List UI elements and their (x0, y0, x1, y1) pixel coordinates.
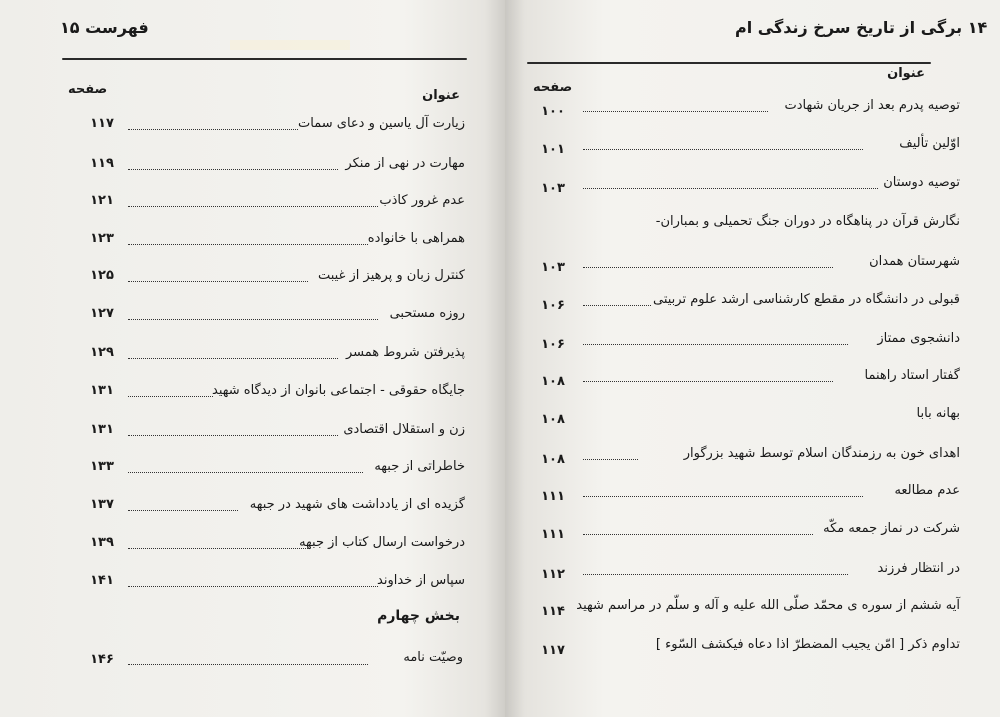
toc-entry-title: سپاس از خداوند (377, 573, 465, 588)
leader-dots (128, 664, 368, 665)
leader-dots (128, 396, 213, 397)
leader-dots (128, 586, 378, 587)
column-page-heading: صفحه (533, 80, 573, 95)
toc-entry-page: ۱۴۶ (90, 652, 114, 667)
toc-entry-page: ۱۱۹ (90, 156, 114, 171)
toc-entry-title: شرکت در نماز جمعه مکّه (823, 521, 960, 536)
toc-entry-page: ۱۰۰ (541, 104, 565, 119)
toc-entry-title: آیه ششم از سوره ی محمّد صلّی الله علیه و آله و سلّم در مراسم شهید (576, 598, 960, 613)
toc-entry-page: ۱۲۹ (90, 345, 114, 360)
toc-entry-page: ۱۰۸ (541, 374, 565, 389)
toc-entry-page: ۱۳۷ (90, 497, 114, 512)
toc-entry-title: اوّلین تألیف (899, 136, 960, 151)
toc-entry-title: نگارش قرآن در پناهگاه در دوران جنگ تحمیلی و بمباران- (655, 214, 960, 229)
toc-entry-page: ۱۳۳ (90, 459, 114, 474)
toc-entry-page: ۱۳۹ (90, 535, 114, 550)
leader-dots (583, 381, 833, 382)
toc-entry-title: اهدای خون به رزمندگان اسلام توسط شهید بزرگوار (683, 446, 960, 461)
toc-entry-title: گفتار استاد راهنما (864, 368, 960, 383)
toc-entry-page: ۱۱۲ (541, 567, 565, 582)
toc-entry-page: ۱۲۳ (90, 231, 114, 246)
leader-dots (128, 548, 308, 549)
leader-dots (583, 534, 813, 535)
column-page-heading: صفحه (68, 82, 108, 97)
toc-entry-title: همراهی با خانواده (367, 231, 465, 246)
toc-entry-page: ۱۳۱ (90, 422, 114, 437)
toc-entry-title: توصیه دوستان (883, 175, 960, 190)
toc-entry-page: ۱۱۴ (541, 604, 565, 619)
toc-entry-title: دانشجوی ممتاز (877, 331, 960, 346)
toc-entry-page: ۱۰۳ (541, 181, 565, 196)
toc-entry-title: زیارت آل یاسین و دعای سمات (298, 116, 465, 131)
header-rule (62, 58, 467, 60)
toc-entry-title: زن و استقلال اقتصادی (343, 422, 465, 437)
toc-entry-page: ۱۲۷ (90, 306, 114, 321)
toc-entry-page: ۱۱۱ (541, 489, 565, 504)
toc-entry-title: جایگاه حقوقی - اجتماعی بانوان از دیدگاه شهید (212, 383, 465, 398)
leader-dots (128, 435, 338, 436)
column-title-heading: عنوان (887, 66, 925, 81)
leader-dots (128, 244, 368, 245)
toc-entry-page: ۱۱۷ (90, 116, 114, 131)
toc-entry-title: مهارت در نهی از منکر (345, 156, 465, 171)
leader-dots (583, 267, 833, 268)
toc-entry-title: عدم غرور کاذب (379, 193, 465, 208)
leader-dots (583, 459, 638, 460)
toc-entry-title: پذیرفتن شروط همسر (345, 345, 465, 360)
toc-entry-title: درخواست ارسال کتاب از جبهه (299, 535, 465, 550)
toc-entry-title: روزه مستحبی (389, 306, 465, 321)
toc-entry-page: ۱۰۱ (541, 142, 565, 157)
toc-entry-title: توصیه پدرم بعد از جریان شهادت (784, 98, 960, 113)
toc-entry-page: ۱۲۵ (90, 268, 114, 283)
faded-header-ghost (230, 40, 350, 50)
leader-dots (583, 305, 651, 306)
left-page-header: فهرست ۱۵ (60, 18, 149, 37)
toc-entry-page: ۱۲۱ (90, 193, 114, 208)
section-heading: بخش چهارم (377, 608, 460, 624)
toc-entry-page: ۱۱۱ (541, 527, 565, 542)
leader-dots (128, 472, 363, 473)
leader-dots (128, 129, 298, 130)
toc-entry-page: ۱۰۶ (541, 337, 565, 352)
leader-dots (583, 111, 768, 112)
leader-dots (583, 344, 848, 345)
right-page (505, 0, 1000, 717)
toc-entry-page: ۱۴۱ (90, 573, 114, 588)
toc-entry-page: ۱۰۶ (541, 298, 565, 313)
header-rule (527, 62, 931, 64)
toc-entry-title: در انتظار فرزند (877, 561, 960, 576)
toc-entry-title: شهرستان همدان (869, 254, 960, 269)
right-page-header: ۱۴ برگی از تاریخ سرخ زندگی ام (735, 18, 988, 37)
toc-entry-page: ۱۳۱ (90, 383, 114, 398)
toc-entry-page: ۱۰۸ (541, 452, 565, 467)
leader-dots (128, 169, 338, 170)
toc-entry-title: کنترل زبان و پرهیز از غیبت (317, 268, 465, 283)
toc-entry-title: قبولی در دانشگاه در مقطع کارشناسی ارشد علوم تربیتی (653, 292, 960, 307)
toc-entry-title: وصیّت نامه (403, 650, 463, 665)
leader-dots (128, 319, 378, 320)
toc-entry-title: خاطراتی از جبهه (374, 459, 465, 474)
toc-entry-page: ۱۰۳ (541, 260, 565, 275)
leader-dots (583, 149, 863, 150)
column-title-heading: عنوان (422, 88, 460, 103)
leader-dots (583, 574, 848, 575)
toc-entry-title: تداوم ذکر [ امّن یجیب المضطرّ اذا دعاه فیکشف السّوء ] (655, 637, 960, 652)
leader-dots (583, 496, 863, 497)
toc-entry-page: ۱۱۷ (541, 643, 565, 658)
leader-dots (128, 281, 308, 282)
toc-entry-title: عدم مطالعه (894, 483, 960, 498)
leader-dots (128, 510, 238, 511)
leader-dots (583, 188, 878, 189)
leader-dots (128, 206, 378, 207)
toc-entry-title: گزیده ای از یادداشت های شهید در جبهه (249, 497, 465, 512)
toc-entry-page: ۱۰۸ (541, 412, 565, 427)
toc-entry-title: بهانه بابا (916, 406, 960, 421)
leader-dots (128, 358, 338, 359)
